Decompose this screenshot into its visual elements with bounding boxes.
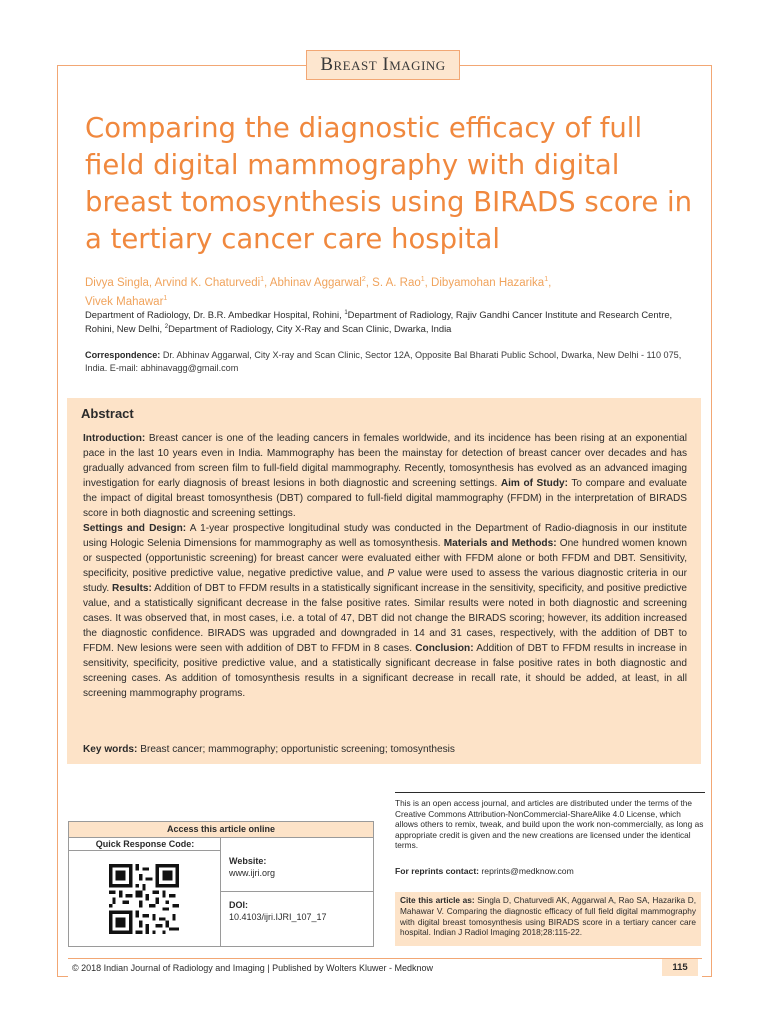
abstract-label: Aim of Study: bbox=[500, 478, 568, 489]
divider bbox=[221, 891, 373, 892]
abstract-label: Materials and Methods: bbox=[443, 538, 557, 549]
abstract-label: Introduction: bbox=[83, 433, 146, 444]
abstract-body bbox=[81, 431, 687, 701]
license-notice: This is an open access journal, and articles are distributed under the terms of the Creative Commons Attribution-NonCommercial-ShareAlike 4.0 License, which allows others to remix, tweak, and build upon the work non-commercially, as long as appropriate credit is given and the new creations are licensed under the identical terms. bbox=[395, 792, 705, 851]
reprints-label: For reprints contact: bbox=[395, 866, 480, 876]
article-title: Comparing the diagnostic efficacy of full field digital mammography with digital breast tomosynthesis using BIRADS score in a tertiary cancer care hospital bbox=[85, 112, 693, 255]
affil-sup: 1 bbox=[420, 276, 425, 283]
doi-link[interactable]: 10.4103/ijri.IJRI_107_17 bbox=[229, 912, 327, 922]
abstract-text: Addition of DBT to FFDM results in increase in sensitivity, specificity, positive predictive value, and a statistically significant decrease in false positive rates in both diagnostic and screening cases. As addition of tomosynthesis results in a significant decrease in recall rate, it should be added, at least, in all screening mammography programs. bbox=[83, 643, 688, 699]
qr-code-icon[interactable] bbox=[109, 864, 179, 934]
website-link[interactable]: www.ijri.org bbox=[229, 868, 276, 878]
abstract-label: Results: bbox=[112, 583, 152, 594]
abstract-label: Conclusion: bbox=[415, 643, 474, 654]
page-footer bbox=[68, 958, 702, 977]
affiliation-text: Department of Radiology, Rajiv Gandhi Cancer Institute and Research Centre, Rohini, New Delhi, bbox=[85, 309, 673, 335]
abstract-text: Breast cancer is one of the leading cancers in females worldwide, and its incidence has been rising at an exponential pace in the last 10 years even in India. Mammography has been the mainstay for detection of breast cancer over decades and has gradually advanced from screen film to full-field digital mammography. Recently, tomosynthesis has evolved as an advanced imaging investigation for early diagnosis of breast lesions in both diagnostic and screening settings. bbox=[83, 433, 687, 489]
article-info-cell bbox=[221, 838, 373, 946]
abstract-text: A 1-year prospective longitudinal study was conducted in the Department of Radio-diagnosis in our institute using Hologic Selenia Dimensions for mammography as well as tomosynthesis. bbox=[83, 523, 688, 549]
correspondence-text: Dr. Abhinav Aggarwal, City X-ray and Scan Clinic, Sector 12A, Opposite Bal Bharati Public School, Dwarka, New Delhi - 110 075, India. E-mail: abhinavagg@gmail.com bbox=[85, 350, 682, 373]
citation-box bbox=[395, 892, 701, 946]
affiliations bbox=[85, 307, 685, 335]
affiliation-text: Department of Radiology, City X-Ray and Scan Clinic, Dwarka, India bbox=[168, 323, 452, 335]
abstract-heading: Abstract bbox=[81, 406, 134, 421]
affil-sup: 1 bbox=[344, 310, 348, 316]
citation-text: Singla D, Chaturvedi AK, Aggarwal A, Rao SA, Hazarika D, Mahawar V. Comparing the diagnostic efficacy of full field digital mammography with digital breast tomosynthesis using BIRADS score in a tertiary cancer care hospital. Indian J Radiol Imaging 2018;28:115-22. bbox=[400, 895, 697, 938]
affil-sup: 1 bbox=[544, 276, 549, 283]
qr-cell bbox=[69, 838, 221, 946]
author-names: , Abhinav Aggarwal bbox=[264, 276, 362, 289]
qr-label: Quick Response Code: bbox=[69, 838, 221, 851]
affil-sup: 2 bbox=[164, 324, 169, 331]
author-names: , Dibyamohan Hazarika bbox=[424, 276, 545, 289]
abstract-text: value were used to assess the various diagnostic criteria in our study. bbox=[83, 568, 687, 594]
reprints-contact bbox=[395, 866, 574, 876]
abstract-text: To compare and evaluate the impact of digital breast tomosynthesis (DBT) compared to full-field digital mammography (FFDM) in the interpretation of BIRADS score in both diagnostic and screening settings. bbox=[83, 478, 687, 519]
abstract-panel bbox=[67, 398, 701, 764]
correspondence bbox=[85, 349, 685, 375]
citation-label: Cite this article as: bbox=[400, 895, 475, 905]
abstract-italic: P bbox=[387, 568, 395, 579]
section-tag: Breast Imaging bbox=[306, 50, 460, 80]
author-names: Vivek Mahawar bbox=[85, 295, 164, 308]
footer-copyright: © 2018 Indian Journal of Radiology and Imaging | Published by Wolters Kluwer - Medknow bbox=[72, 963, 434, 973]
abstract-text: One hundred women known or suspected (opportunistic screening) for breast cancer were evaluated either with FFDM alone or both FFDM and DBT. Sensitivity, specificity, positive predictive value, negative predictive value, and bbox=[83, 538, 687, 579]
affil-sup: 2 bbox=[361, 276, 366, 283]
page-number: 115 bbox=[662, 959, 698, 976]
author-names: , S. A. Rao bbox=[365, 276, 421, 289]
affiliation-text: Department of Radiology, Dr. B.R. Ambedkar Hospital, Rohini, bbox=[85, 309, 345, 321]
author-names: Divya Singla, Arvind K. Chaturvedi bbox=[85, 276, 261, 289]
website-label: Website: bbox=[229, 856, 267, 866]
keywords-label: Key words: bbox=[83, 744, 138, 755]
author-names: , bbox=[548, 276, 552, 289]
abstract-label: Settings and Design: bbox=[83, 523, 187, 534]
access-header: Access this article online bbox=[69, 822, 373, 838]
affil-sup: 1 bbox=[163, 294, 168, 302]
abstract-text: Addition of DBT to FFDM results in a statistically significant increase in the sensitivity, specificity, and positive predictive value, and a statistically significant decrease in the false positive rates. Similar results were noted in both diagnostic and screening cases. It was observed that, in most cases, i.e. a total of 47, DBT did not change the BIRADS scoring; however, its addition increased the diagnostic confidence. BIRADS was upgraded and downgraded in 14 and 31 cases, respectively, with the addition of DBT to FFDM. New lesions were seen with addition of DBT to FFDM in 8 cases. bbox=[83, 583, 687, 654]
doi-label: DOI: bbox=[229, 900, 248, 910]
access-online-box bbox=[68, 821, 374, 947]
affil-sup: 1 bbox=[260, 276, 265, 283]
reprints-email[interactable]: reprints@medknow.com bbox=[479, 866, 574, 876]
author-list bbox=[85, 272, 685, 310]
keywords bbox=[83, 744, 455, 755]
keywords-text: Breast cancer; mammography; opportunistic screening; tomosynthesis bbox=[137, 744, 455, 755]
correspondence-label: Correspondence: bbox=[85, 350, 161, 360]
